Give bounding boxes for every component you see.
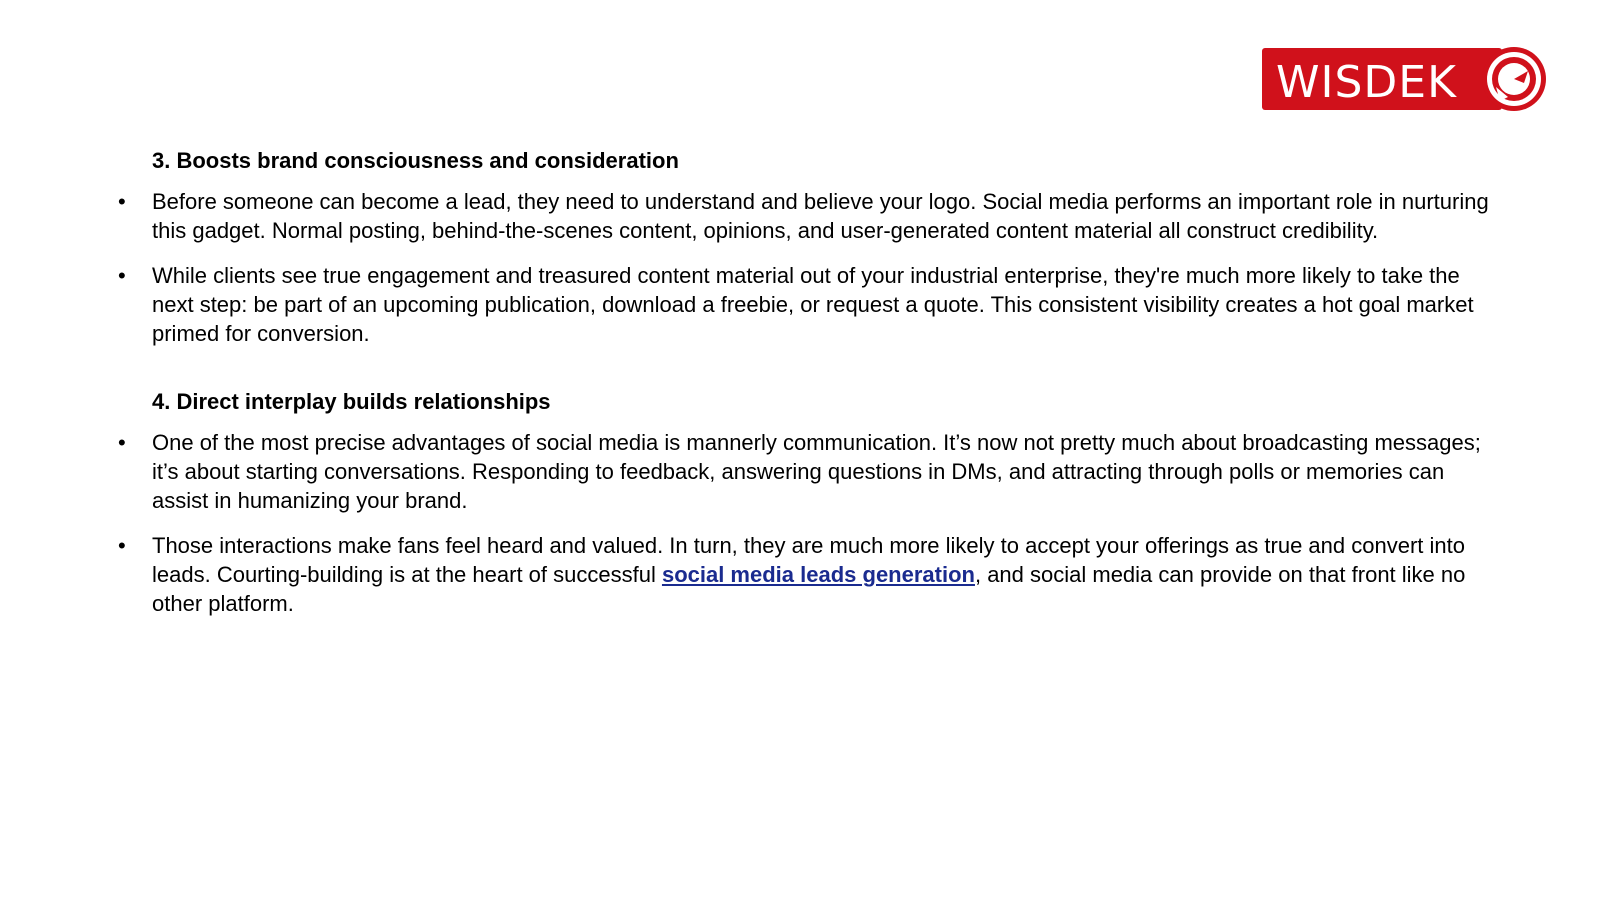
section-direct-interplay: [116, 386, 1496, 618]
bullet-list: [116, 187, 1496, 348]
bullet-dot: •: [118, 533, 126, 558]
social-media-leads-generation-link[interactable]: social media leads generation: [661, 562, 975, 587]
slide-content: [116, 145, 1496, 634]
bullet-text: [152, 533, 1465, 616]
bullet-dot: •: [118, 189, 126, 214]
logo-circle-arrow-icon: [1474, 43, 1550, 115]
bullet-dot: •: [118, 430, 126, 455]
section-heading: 3. Boosts brand consciousness and consideration: [152, 148, 679, 173]
bullet-text: While clients see true engagement and treasured content material out of your industrial enterprise, they're much more likely to take the next step: be part of an upcoming publication, download a freebie, or request a quote. This consistent visibility creates a hot goal market primed for conversion.: [152, 263, 1474, 346]
list-item: [116, 187, 1496, 245]
section-heading: 4. Direct interplay builds relationships: [152, 389, 551, 414]
wisdek-logo: [1262, 43, 1554, 115]
section-brand-consciousness: [116, 145, 1496, 348]
bullet-text: Before someone can become a lead, they need to understand and believe your logo. Social media performs an important role in nurturing this gadget. Normal posting, behind-the-scenes content, opinions, and user-generated content material all construct credibility.: [152, 189, 1489, 243]
bullet-text-before-link: Those interactions make fans feel heard and valued. In turn, they are much more likely to accept your offerings as true and convert into leads. Courting-building is at the heart of successful: [152, 533, 1465, 587]
bullet-text: One of the most precise advantages of social media is mannerly communication. It’s now not pretty much about broadcasting messages; it’s about starting conversations. Responding to feedback, answering questions in DMs, and attracting through polls or memories can assist in humanizing your brand.: [152, 430, 1481, 513]
bullet-dot: •: [118, 263, 126, 288]
bullet-text-after-link: , and social media can provide on that front like no other platform.: [152, 562, 1466, 616]
logo-red-box: [1262, 48, 1502, 110]
list-item: [116, 428, 1496, 515]
list-item: [116, 261, 1496, 348]
logo-text: WISDEK: [1276, 57, 1457, 108]
bullet-list: [116, 428, 1496, 618]
list-item: [116, 531, 1496, 618]
